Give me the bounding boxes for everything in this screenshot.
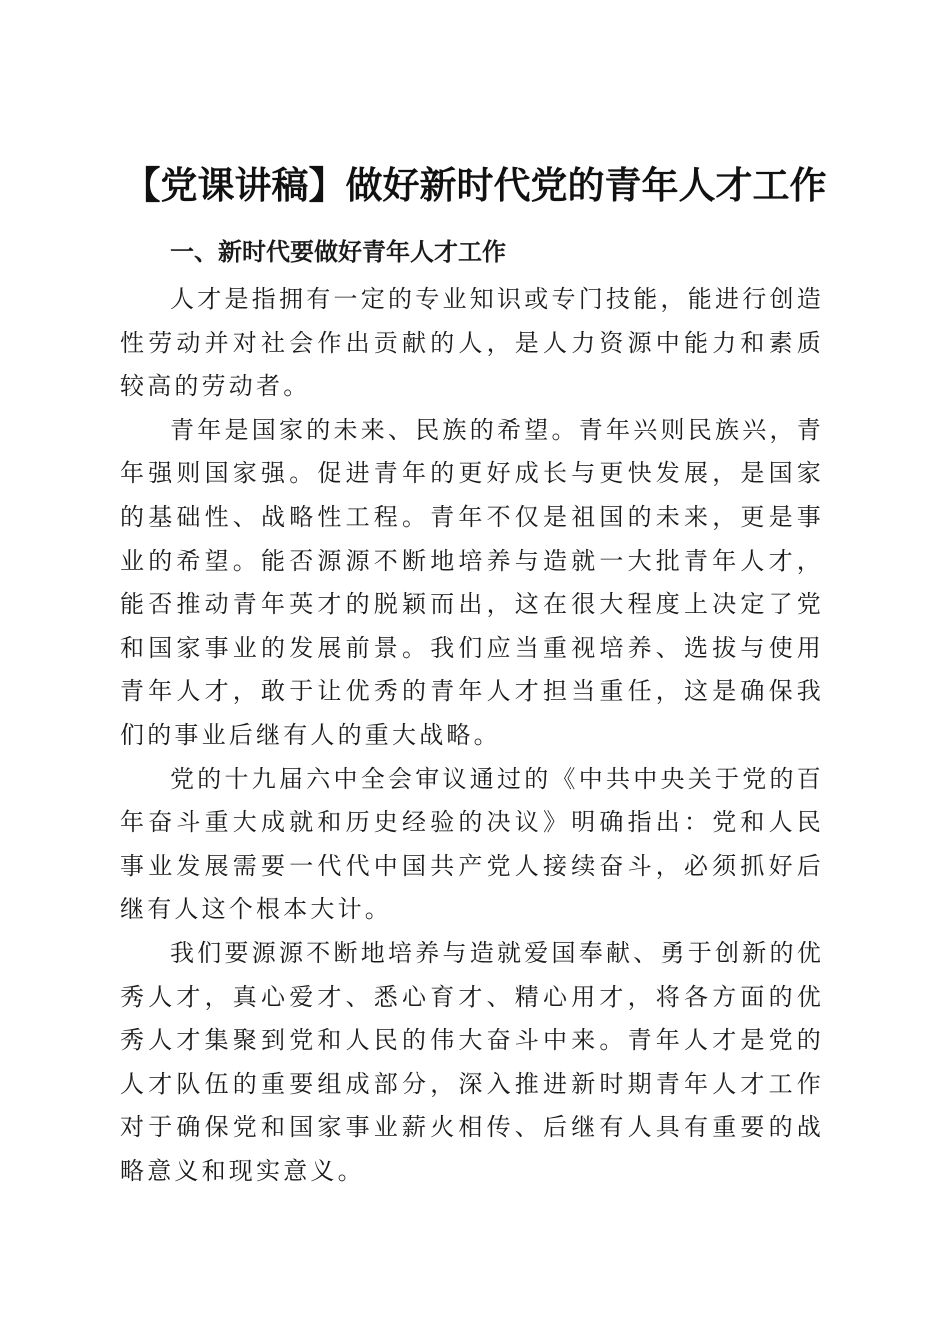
paragraph-talent-definition: 人才是指拥有一定的专业知识或专门技能，能进行创造性劳动并对社会作出贡献的人，是人力资源中能力和素质较高的劳动者。: [120, 285, 824, 401]
paragraph-talent-cultivation: 我们要源源不断地培养与造就爱国奉献、勇于创新的优秀人才，真心爱才、悉心育才、精心用才，将各方面的优秀人才集聚到党和人民的伟大奋斗中来。青年人才是党的人才队伍的重要组成部分，深入推进新时期青年人才工作对于确保党和国家事业薪火相传、后继有人具有重要的战略意义和现实意义。: [120, 938, 824, 1185]
section-heading: 一、新时代要做好青年人才工作: [170, 238, 506, 266]
document-body: [120, 234, 824, 1193]
document-title: 【党课讲稿】做好新时代党的青年人才工作: [123, 162, 827, 207]
paragraph-youth-future: 青年是国家的未来、民族的希望。青年兴则民族兴，青年强则国家强。促进青年的更好成长与更快发展，是国家的基础性、战略性工程。青年不仅是祖国的未来，更是事业的希望。能否源源不断地培养与造就一大批青年人才，能否推动青年英才的脱颖而出，这在很大程度上决定了党和国家事业的发展前景。我们应当重视培养、选拔与使用青年人才，敢于让优秀的青年人才担当重任，这是确保我们的事业后继有人的重大战略。: [120, 415, 824, 749]
paragraph-resolution: 党的十九届六中全会审议通过的《中共中央关于党的百年奋斗重大成就和历史经验的决议》明确指出：党和人民事业发展需要一代代中国共产党人接续奋斗，必须抓好后继有人这个根本大计。: [120, 764, 824, 924]
